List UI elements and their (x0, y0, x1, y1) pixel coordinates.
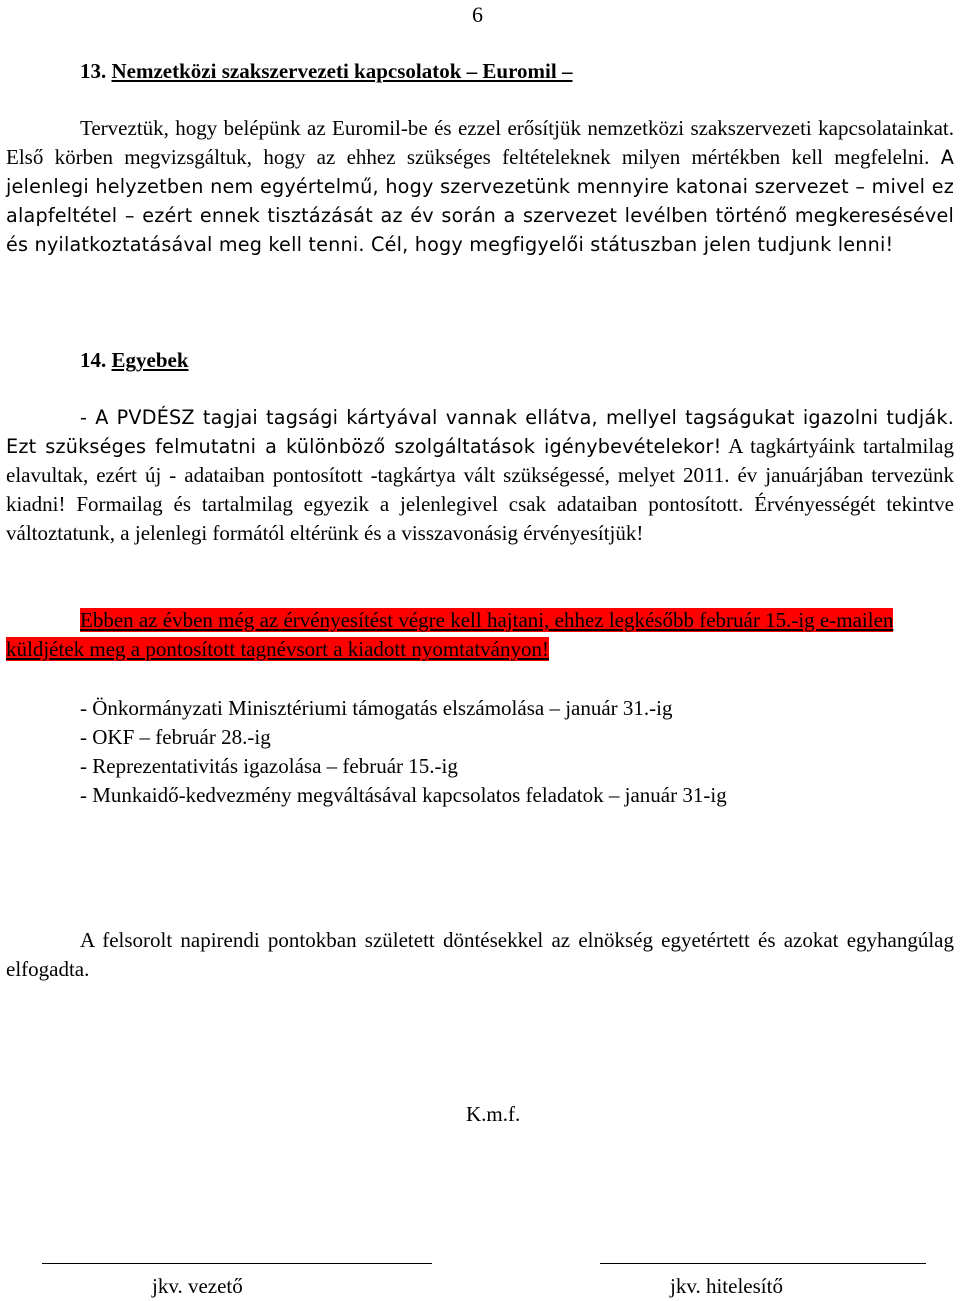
section-14-paragraph (6, 403, 954, 548)
deadline-item: - OKF – február 28.-ig (80, 725, 271, 749)
deadline-item: - Önkormányzati Minisztériumi támogatás elszámolása – január 31.-ig (80, 696, 673, 720)
section-13-text-sans: A jelenlegi helyzetben nem egyértelmű, hogy szervezetünk mennyire katonai szervezet – mivel ez alapfeltétel – ezért ennek tisztázását az év során a szervezet levélben történő megkeresésével és nyilatkoztatásával meg kell tenni. Cél, hogy megfigyelői státuszban jelen tudjunk lenni! (6, 146, 955, 256)
closing-paragraph (6, 926, 954, 984)
section-13-text-serif: Terveztük, hogy belépünk az Euromil-be és ezzel erősítjük nemzetközi szakszervezeti kapcsolatainkat. Első körben megvizsgáltuk, hogy az ehhez szükséges feltételeknek milyen mértékben kell megfelelni. (6, 116, 954, 169)
section-13-number: 13. (80, 59, 107, 83)
right-signature-line (600, 1263, 926, 1264)
section-14-heading (80, 346, 189, 375)
section-14-text-serif: A tagkártyáink tartalmilag elavultak, ezért új - adataiban pontosított -tagkártya vált szükségessé, melyet 2011. év januárjában tervezünk kiadni! Formailag és tartalmilag egyezik a jelenlegivel csak adataiban pontosított. Érvényességét tekintve változtatunk, a jelenlegi formától eltérünk és a visszavonásig érvényesítjük! (6, 434, 954, 545)
page-number: 6 (472, 2, 483, 27)
deadline-item: - Munkaidő-kedvezmény megváltásával kapcsolatos feladatok – január 31-ig (80, 783, 727, 807)
section-13-heading (80, 57, 572, 86)
closing-text: A felsorolt napirendi pontokban született döntésekkel az elnökség egyetértett és azokat egyhangúlag elfogadta. (6, 928, 954, 981)
deadline-item: - Reprezentativitás igazolása – február 15.-ig (80, 754, 458, 778)
section-13-paragraph (6, 114, 954, 259)
left-signature-label: jkv. vezető (152, 1274, 243, 1298)
highlighted-notice (6, 606, 956, 664)
highlighted-notice-text: Ebben az évben még az érvényesítést végre kell hajtani, ehhez legkésőbb február 15.-ig e-mailen küldjétek meg a pontosított tagnévsort a kiadott nyomtatványon! (6, 608, 894, 661)
section-13-title: Nemzetközi szakszervezeti kapcsolatok – Euromil – (111, 59, 573, 83)
section-14-number: 14. (80, 348, 107, 372)
right-signature-label: jkv. hitelesítő (670, 1274, 783, 1298)
section-14-title: Egyebek (111, 348, 189, 372)
section-14-text-sans: - A PVDÉSZ tagjai tagsági kártyával vannak ellátva, mellyel tagságukat igazolni tudják. Ezt szükséges felmutatni a különböző szolgáltatások igénybevételekor! (6, 406, 954, 458)
kmf-label: K.m.f. (466, 1102, 521, 1126)
left-signature-line (42, 1263, 432, 1264)
